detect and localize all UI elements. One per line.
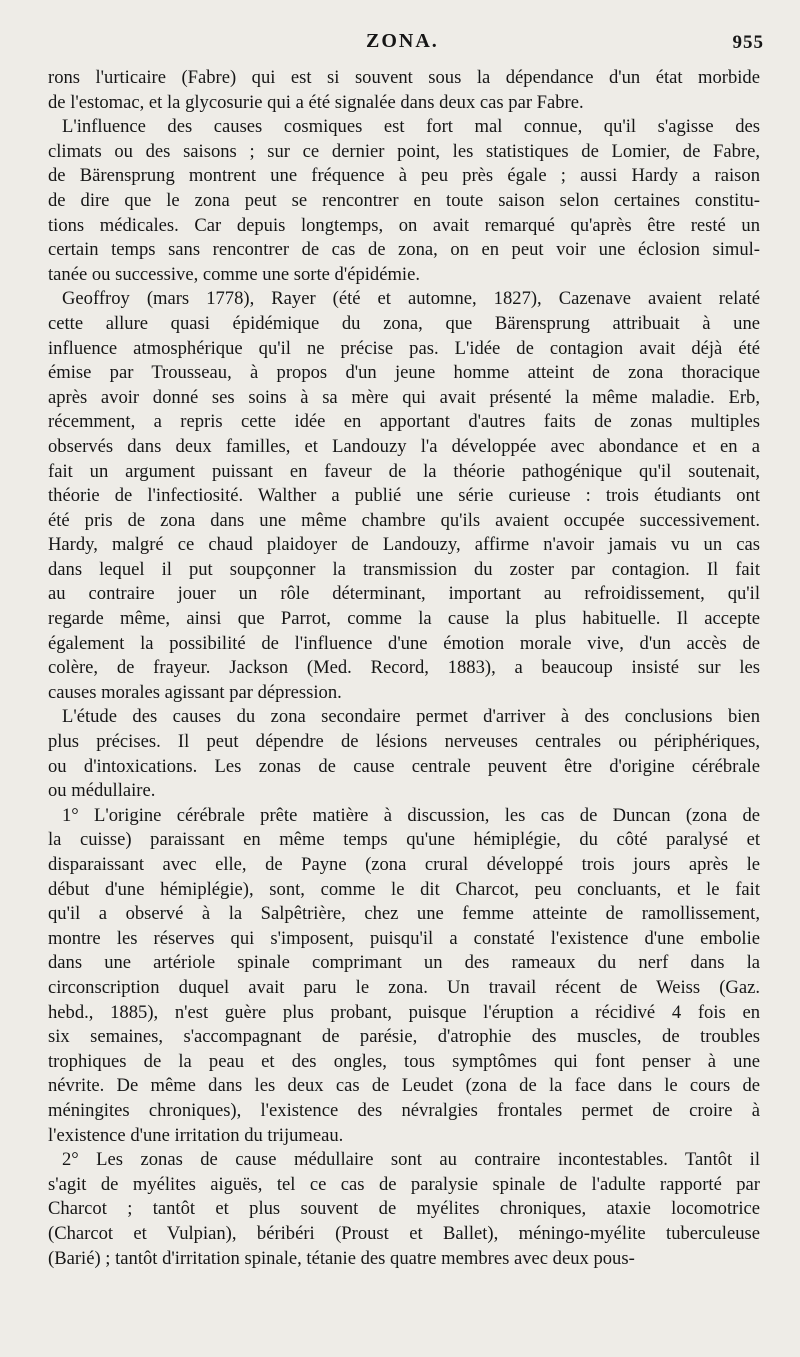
text-line: certain temps sans rencontrer de cas de zona, on en peut voir une éclosion simul-: [48, 239, 760, 261]
text-line: également la possibilité de l'influence d'une émotion morale vive, d'un accès de: [48, 632, 760, 654]
text-line: rons l'urticaire (Fabre) qui est si souvent sous la dépendance d'un état morbide: [48, 67, 760, 88]
text-line: plus précises. Il peut dépendre de lésions nerveuses centrales ou périphériques,: [48, 731, 760, 753]
text-line: Geoffroy (mars 1778), Rayer (été et automne, 1827), Cazenave avaient relaté: [62, 288, 760, 310]
text-line: névrite. De même dans les deux cas de Leudet (zona de la face dans le cours de: [48, 1075, 760, 1097]
text-line: fait un argument puissant en faveur de la théorie pathogénique qu'il soutenait,: [48, 460, 760, 482]
text-line: causes morales agissant par dépression.: [48, 681, 342, 703]
text-line: influence atmosphérique qu'il ne précise pas. L'idée de contagion avait déjà été: [48, 337, 760, 359]
text-line: cette allure quasi épidémique du zona, que Bärensprung attribuait à une: [48, 312, 760, 334]
text-line: théorie de l'infectiosité. Walther a publié une série curieuse : trois étudiants ont: [48, 485, 760, 507]
page-number: 955: [732, 32, 764, 53]
text-line: dans une artériole spinale comprimant un des rameaux du nerf dans la: [48, 952, 760, 974]
text-line: Hardy, malgré ce chaud plaidoyer de Landouzy, affirme n'avoir jamais vu un cas: [48, 534, 760, 556]
text-line: 2° Les zonas de cause médullaire sont au contraire incontestables. Tantôt il: [62, 1149, 760, 1171]
text-line: début d'une hémiplégie), sont, comme le dit Charcot, peu concluants, et le fait: [48, 878, 760, 900]
paragraph: [48, 287, 760, 705]
text-line: tions médicales. Car depuis longtemps, on avait remarqué qu'après être resté un: [48, 214, 760, 236]
paragraph: [48, 1148, 760, 1271]
text-line: tanée ou successive, comme une sorte d'épidémie.: [48, 263, 420, 285]
text-line: climats ou des saisons ; sur ce dernier point, les statistiques de Lomier, de Fabre,: [48, 140, 760, 162]
text-line: récemment, a repris cette idée en apportant d'autres faits de zonas multiples: [48, 411, 760, 433]
text-line: dans lequel il put soupçonner la transmission du zoster par contagion. Il fait: [48, 558, 760, 580]
text-line: L'influence des causes cosmiques est fort mal connue, qu'il s'agisse des: [62, 116, 760, 138]
text-line: méningites chroniques), l'existence des névralgies frontales permet de croire à: [48, 1099, 760, 1121]
text-line: ou d'intoxications. Les zonas de cause centrale peuvent être d'origine cérébrale: [48, 755, 760, 777]
text-line: qu'il a observé à la Salpêtrière, chez une femme atteinte de ramollissement,: [48, 903, 760, 925]
paragraph: [48, 705, 760, 803]
text-line: ou médullaire.: [48, 780, 156, 802]
text-line: regarde même, ainsi que Parrot, comme la cause la plus habituelle. Il accepte: [48, 608, 760, 630]
text-line: l'existence d'une irritation du trijumeau.: [48, 1124, 344, 1146]
text-line: de Bärensprung montrent une fréquence à peu près égale ; aussi Hardy a raison: [48, 165, 760, 187]
text-line: disparaissant avec elle, de Payne (zona crural développé trois jours après le: [48, 854, 760, 875]
text-line: montre les réserves qui s'imposent, puisqu'il a constaté l'existence d'une embolie: [48, 927, 760, 949]
text-line: (Barié) ; tantôt d'irritation spinale, tétanie des quatre membres avec deux pous-: [48, 1247, 635, 1269]
text-line: au contraire jouer un rôle déterminant, important au refroidissement, qu'il: [48, 583, 760, 605]
text-line: trophiques de la peau et des ongles, tous symptômes qui font penser à une: [48, 1050, 760, 1072]
text-line: été pris de zona dans une même chambre qu'ils avaient occupée successivement.: [48, 509, 760, 531]
text-line: 1° L'origine cérébrale prête matière à discussion, les cas de Duncan (zona de: [62, 804, 760, 826]
text-line: observés dans deux familles, et Landouzy l'a développée avec abondance et en a: [48, 435, 760, 457]
text-line: colère, de frayeur. Jackson (Med. Record, 1883), a beaucoup insisté sur les: [48, 657, 760, 679]
text-line: de dire que le zona peut se rencontrer en toute saison selon certaines constitu-: [48, 189, 760, 211]
text-line: hebd., 1885), n'est guère plus probant, puisque l'éruption a récidivé 4 fois en: [48, 1001, 760, 1023]
text-line: six semaines, s'accompagnant de parésie, d'atrophie des muscles, de troubles: [48, 1026, 760, 1048]
paragraph: [48, 115, 760, 287]
text-line: de l'estomac, et la glycosurie qui a été signalée dans deux cas par Fabre.: [48, 91, 584, 113]
running-header: [0, 30, 800, 58]
text-line: après avoir donné ses soins à sa mère qui avait présenté la même maladie. Erb,: [48, 386, 760, 408]
text-line: la cuisse) paraissant en même temps qu'une hémiplégie, du côté paralysé et: [48, 829, 760, 851]
text-line: circonscription duquel avait paru le zona. Un travail récent de Weiss (Gaz.: [48, 976, 760, 998]
running-title: ZONA.: [366, 30, 439, 52]
text-line: émise par Trousseau, à propos d'un jeune homme atteint de zona thoracique: [48, 362, 760, 384]
text-line: L'étude des causes du zona secondaire permet d'arriver à des conclusions bien: [62, 706, 760, 728]
text-line: (Charcot et Vulpian), béribéri (Proust et Ballet), méningo-myélite tuberculeuse: [48, 1222, 760, 1244]
body-text: [48, 66, 760, 1271]
paragraph: [48, 66, 760, 115]
paragraph: [48, 804, 760, 1148]
text-line: s'agit de myélites aiguës, tel ce cas de paralysie spinale de l'adulte rapporté par: [48, 1173, 760, 1195]
text-line: Charcot ; tantôt et plus souvent de myélites chroniques, ataxie locomotrice: [48, 1198, 760, 1220]
